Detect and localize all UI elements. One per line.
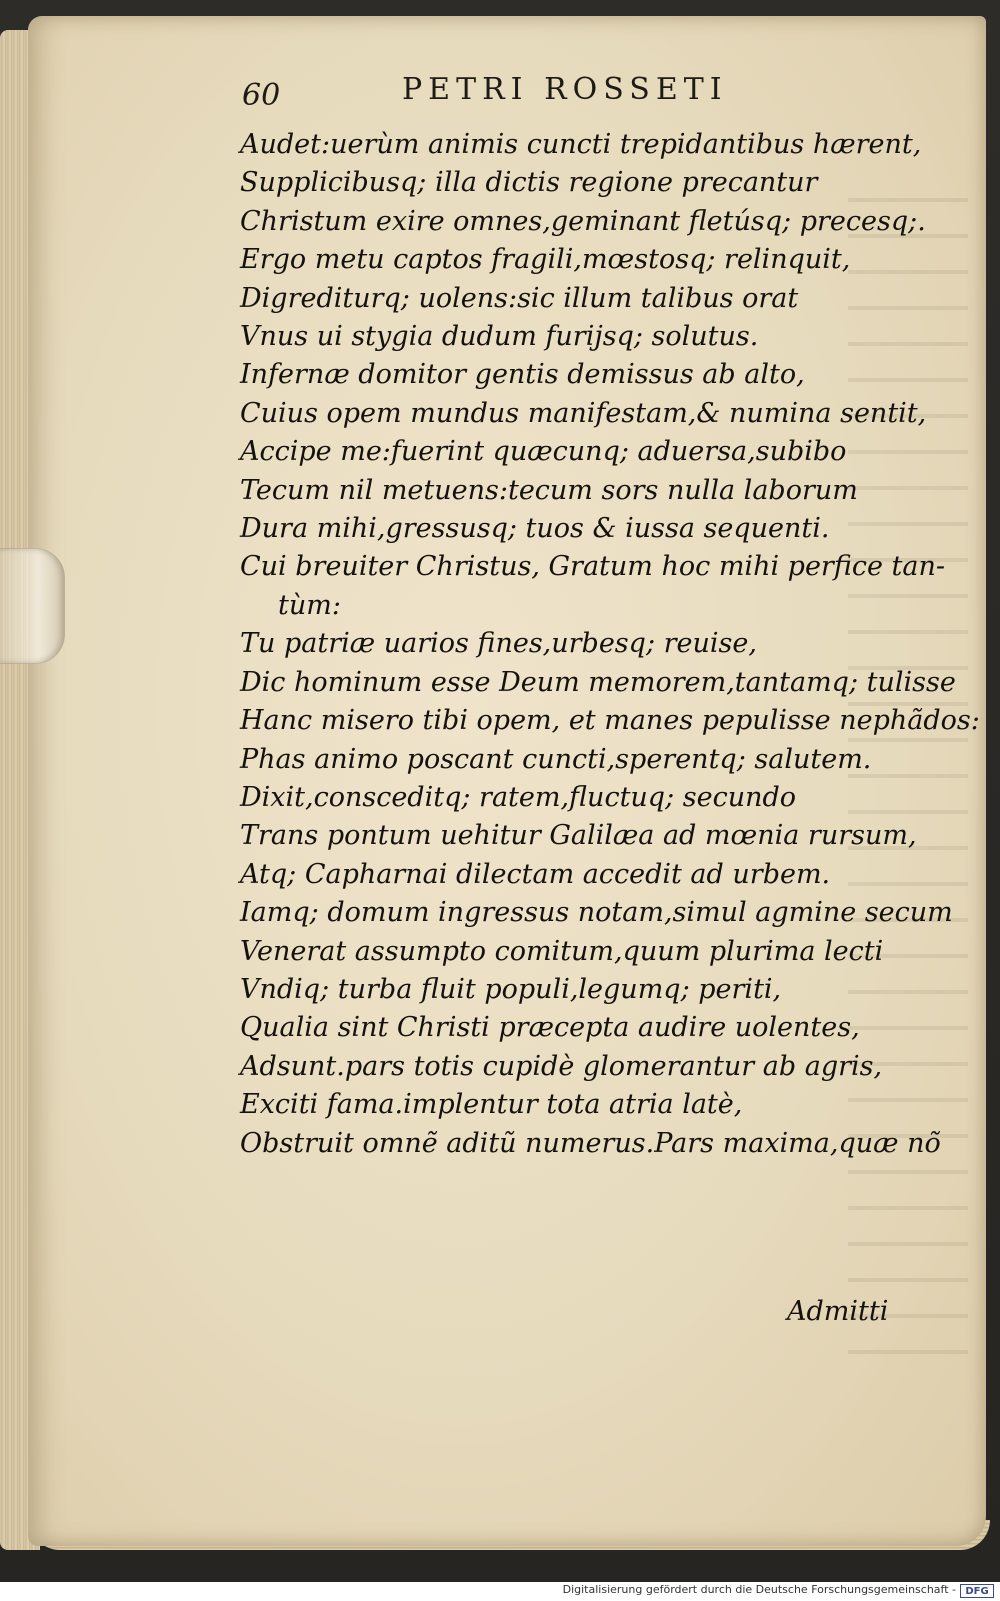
verse-line: Venerat assumpto comitum,quum plurima lecti (240, 935, 884, 967)
verse-line: Obstruit omnẽ aditũ numerus.Pars maxima,quæ nõ (240, 1127, 941, 1159)
dfg-logo-icon: DFG (960, 1584, 994, 1598)
verse-line: Hanc misero tibi opem, et manes pepulisse nephãdos: (240, 705, 980, 737)
verse-line: Digrediturq; uolens:sic illum talibus orat (240, 282, 799, 314)
catchword: Admitti (787, 1296, 889, 1327)
verse-line: Adsunt.pars totis cupidè glomerantur ab agris, (240, 1050, 883, 1082)
verse-line: Vnus ui stygia dudum furijsq; solutus. (240, 321, 759, 353)
verse-line: Tecum nil metuens:tecum sors nulla laborum (240, 474, 858, 506)
verse-line: Audet:uerùm animis cuncti trepidantibus hærent, (240, 129, 922, 160)
verse-line: Ergo metu captos fragili,mœstosq; relinquit, (240, 244, 851, 276)
verse-line: Cui breuiter Christus, Gratum hoc mihi perfice tan- (240, 551, 945, 583)
verse-line: Supplicibusq; illa dictis regione precantur (240, 167, 818, 199)
verse-line: Dura mihi,gressusq; tuos & iussa sequenti. (240, 513, 830, 545)
verse-line: Dic hominum esse Deum memorem,tantamq; tulisse (240, 666, 956, 698)
page-number: 60 (242, 78, 281, 113)
verse-line: Dixit,consceditq; ratem,fluctuq; secundo (240, 781, 797, 813)
verse-line: Vndiq; turba fluit populi,legumq; periti, (240, 973, 782, 1005)
verse-line: Iamq; domum ingressus notam,simul agmine secum (240, 897, 953, 929)
running-head: PETRI ROSSETI (402, 72, 728, 107)
page-clip (0, 548, 65, 664)
verse-line: Cuius opem mundus manifestam,& numina sentit, (240, 397, 927, 429)
verse-line: Trans pontum uehitur Galilæa ad mœnia rursum, (240, 820, 917, 852)
verse-line: Tu patriæ uarios fines,urbesq; reuise, (240, 628, 757, 660)
verse-line: Atq; Capharnai dilectam accedit ad urbem. (240, 858, 831, 890)
verse-line: tùm: (278, 589, 341, 621)
verse-text (240, 126, 980, 1163)
footer-credit: Digitalisierung gefördert durch die Deutsche Forschungsgemeinschaft - (562, 1583, 956, 1596)
verse-line: Infernæ domitor gentis demissus ab alto, (240, 359, 805, 391)
verse-line: Exciti fama.implentur tota atria latè, (240, 1089, 743, 1121)
verse-line: Christum exire omnes,geminant fletúsq; precesq;. (240, 205, 926, 237)
verse-line: Qualia sint Christi præcepta audire uolentes, (240, 1012, 860, 1044)
verse-line: Accipe me:fuerint quæcunq; aduersa,subibo (240, 436, 847, 468)
verse-line: Phas animo poscant cuncti,sperentq; salutem. (240, 743, 872, 775)
